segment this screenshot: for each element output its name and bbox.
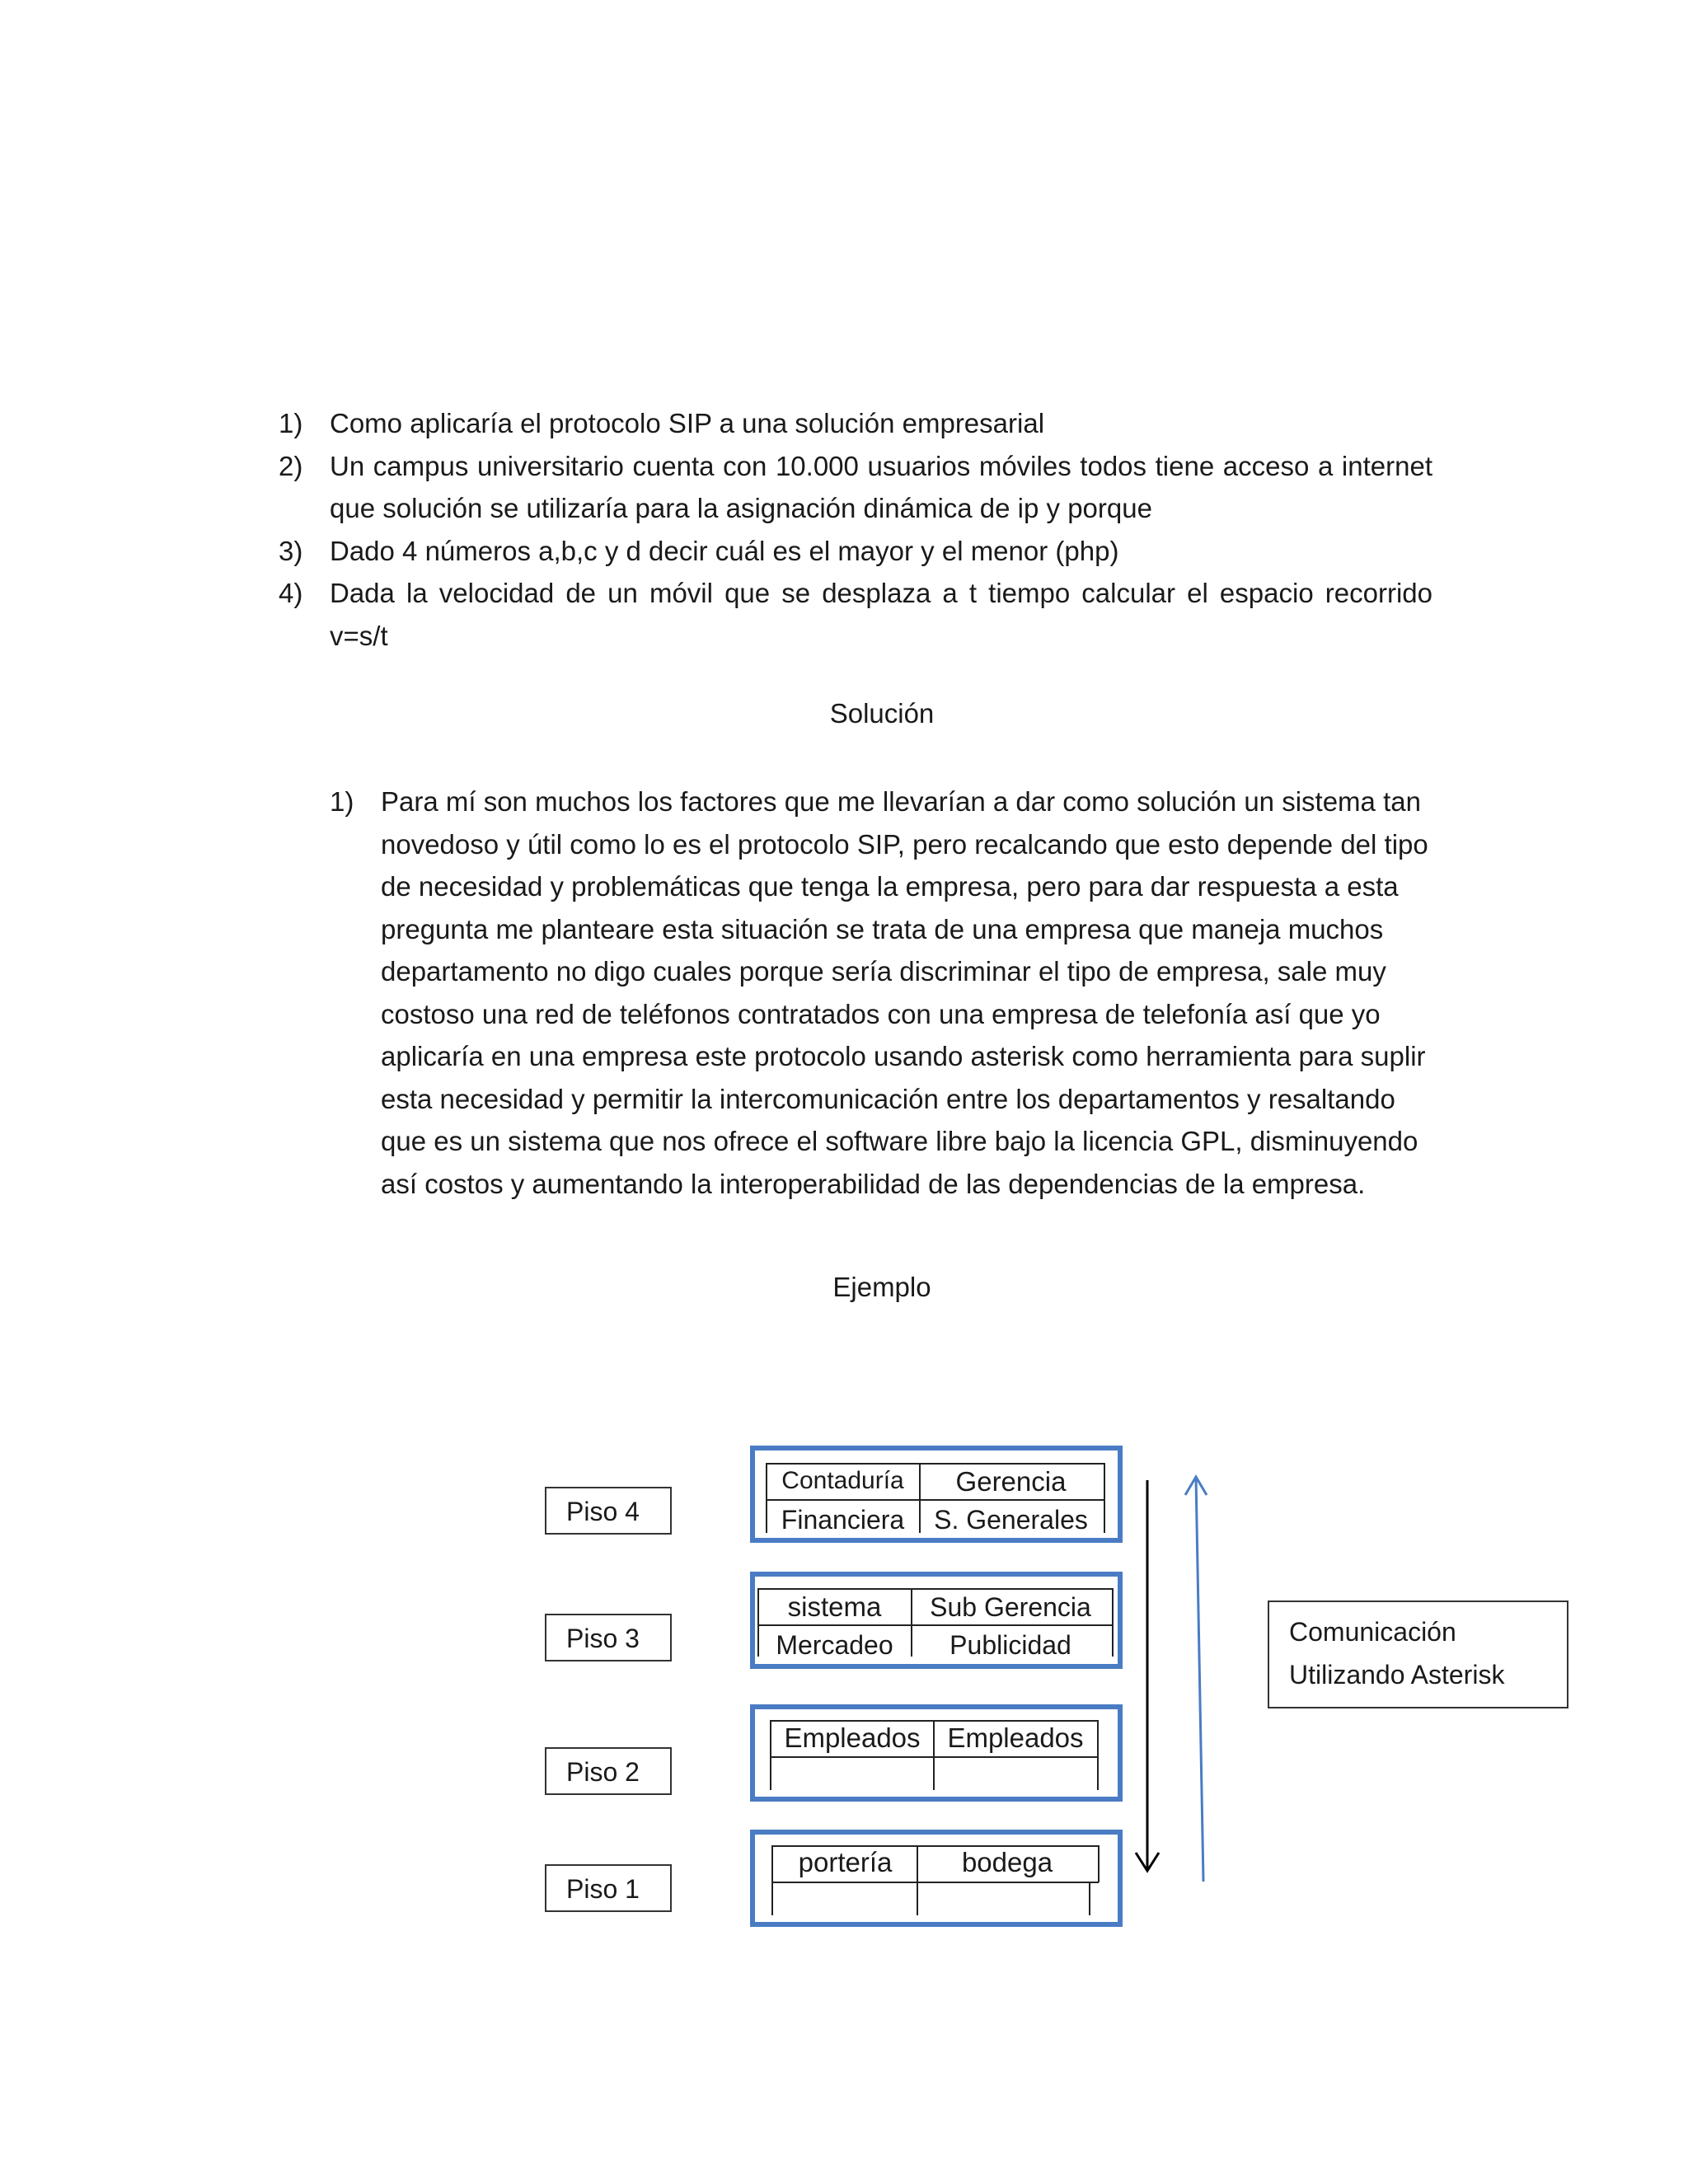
question-text: Dada la velocidad de un móvil que se desplaza a t tiempo calcular el espacio recorrido v=s/t	[330, 578, 1432, 651]
example-heading: Ejemplo	[832, 1272, 931, 1302]
department-cell: portería	[798, 1847, 893, 1877]
question-text: Un campus universitario cuenta con 10.000 usuarios móviles todos tiene acceso a internet que solución se utilizaría para la asignación dinámica de ip y porque	[330, 450, 1432, 523]
department-cell: Publicidad	[950, 1630, 1071, 1660]
solution-number: 1)	[330, 786, 354, 817]
department-cell: sistema	[787, 1591, 882, 1622]
department-cell: Gerencia	[955, 1466, 1067, 1497]
floor-label: Piso 3	[545, 1614, 672, 1661]
arrow-up-icon	[1185, 1477, 1207, 1882]
arrow-down-icon	[1136, 1480, 1159, 1871]
communication-box	[1268, 1601, 1568, 1708]
communication-line: Utilizando Asterisk	[1289, 1660, 1505, 1690]
solution-text: Para mí son muchos los factores que me llevarían a dar como solución un sistema tan novedoso y útil como lo es el protocolo SIP, pero recalcando que esto depende del tipo de necesidad y problemáticas que tenga la empresa, pero para dar respuesta a esta pregunta me planteare esta situación se trata de una empresa que maneja muchos departamento no digo cuales porque sería discriminar el tipo de empresa, sale muy costoso una red de teléfonos contratados con una empresa de telefonía así que yo aplicaría en una empresa este protocolo usando asterisk como herramienta para suplir esta necesidad y permitir la intercomunicación entre los departamentos y resaltando que es un sistema que nos ofrece el software libre bajo la licencia GPL, disminuyendo así costos y aumentando la interoperabilidad de las dependencias de la empresa.	[381, 786, 1428, 1199]
department-cell: Mercadeo	[776, 1630, 893, 1660]
question-number: 4)	[279, 578, 303, 608]
department-cell: S. Generales	[934, 1505, 1088, 1535]
question-text: Como aplicaría el protocolo SIP a una solución empresarial	[330, 408, 1045, 438]
department-cell: Financiera	[781, 1505, 905, 1535]
solution-heading: Solución	[829, 698, 935, 729]
department-cell: Empleados	[784, 1722, 921, 1753]
question-number: 1)	[279, 408, 303, 438]
department-cell: Sub Gerencia	[930, 1592, 1091, 1622]
question-number: 2)	[279, 450, 303, 481]
communication-line: Comunicación	[1289, 1617, 1456, 1647]
table-lines	[758, 1464, 1113, 1915]
floor-label: Piso 1	[545, 1864, 672, 1912]
floor-label: Piso 2	[545, 1747, 672, 1795]
floor-label: Piso 4	[545, 1487, 672, 1535]
department-cell: Empleados	[947, 1722, 1084, 1753]
question-text: Dado 4 números a,b,c y d decir cuál es el mayor y el menor (php)	[330, 535, 1119, 566]
question-number: 3)	[279, 535, 303, 566]
department-cell: Contaduría	[781, 1467, 904, 1494]
department-cell: bodega	[961, 1847, 1053, 1877]
